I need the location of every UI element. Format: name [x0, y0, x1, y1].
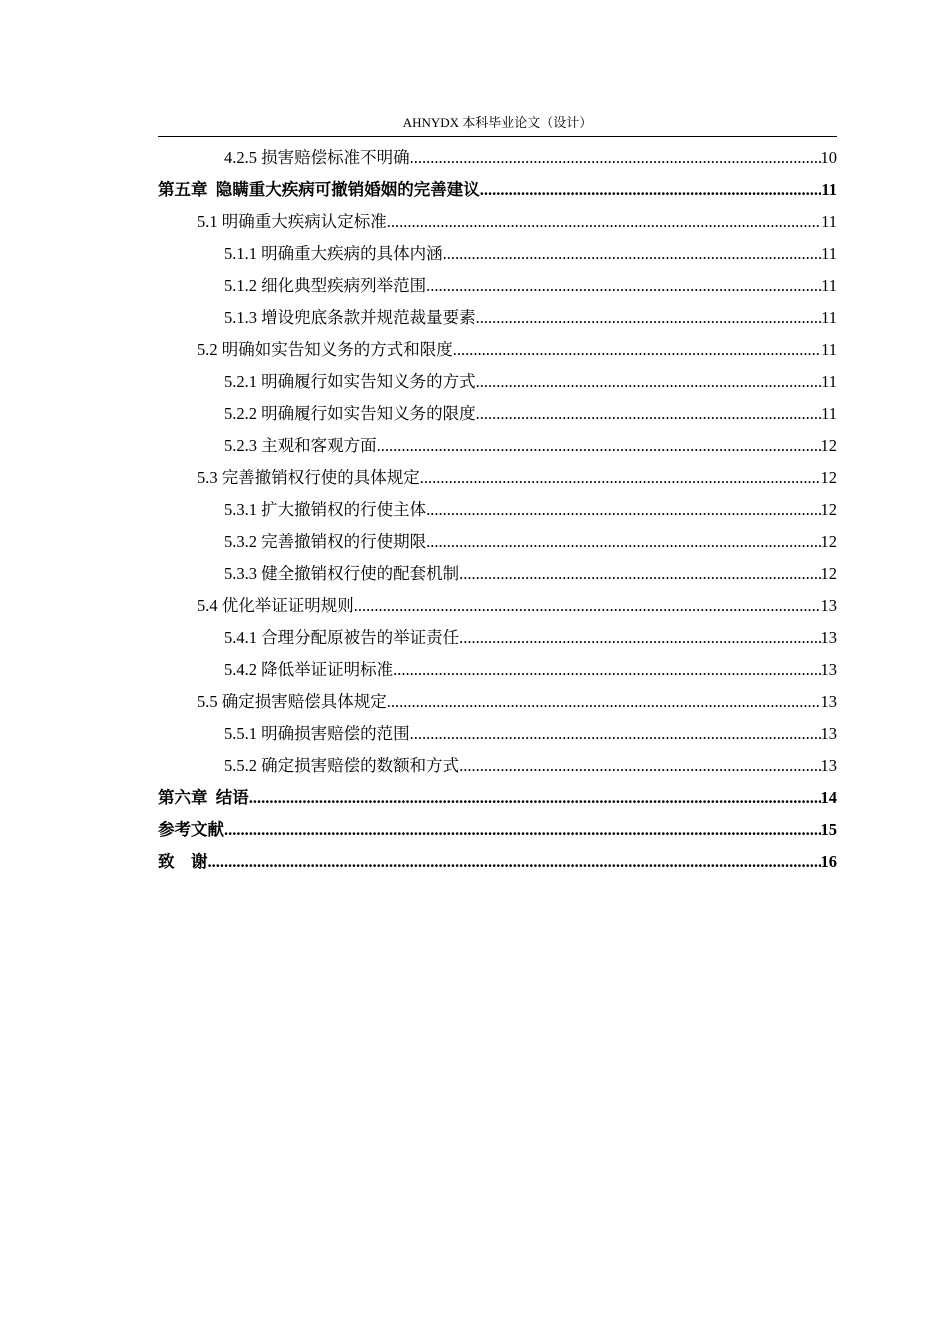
toc-entry-page-number: 13: [820, 596, 837, 615]
toc-dot-leader: [459, 622, 820, 654]
toc-dot-leader: [410, 718, 821, 750]
toc-entry-title: 5.3.1 扩大撤销权的行使主体: [224, 500, 427, 519]
toc-dot-leader: [208, 846, 821, 878]
toc-entry-title: 4.2.5 损害赔偿标准不明确: [224, 148, 410, 167]
toc-entry-page-number: 11: [821, 308, 837, 327]
toc-entry-title: 5.2.1 明确履行如实告知义务的方式: [224, 372, 476, 391]
toc-entry-title: 5.2.3 主观和客观方面: [224, 436, 377, 455]
toc-entry[interactable]: [158, 782, 837, 814]
toc-entry[interactable]: [158, 302, 837, 334]
toc-dot-leader: [377, 430, 821, 462]
toc-entry[interactable]: [158, 270, 837, 302]
toc-entry[interactable]: [158, 526, 837, 558]
toc-entry-page-number: 12: [820, 532, 837, 551]
toc-dot-leader: [476, 366, 821, 398]
toc-entry-page-number: 13: [820, 692, 837, 711]
toc-dot-leader: [249, 782, 821, 814]
toc-entry-page-number: 11: [821, 340, 837, 359]
toc-entry-title: 参考文献: [158, 820, 224, 839]
toc-entry-page-number: 13: [820, 660, 837, 679]
toc-dot-leader: [387, 206, 821, 238]
toc-entry-title: 5.2.2 明确履行如实告知义务的限度: [224, 404, 476, 423]
toc-entry-page-number: 11: [821, 212, 837, 231]
toc-entry[interactable]: [158, 590, 837, 622]
toc-entry[interactable]: [158, 558, 837, 590]
toc-dot-leader: [420, 462, 821, 494]
toc-entry-page-number: 12: [820, 436, 837, 455]
toc-entry-title: 5.1.2 细化典型疾病列举范围: [224, 276, 427, 295]
toc-entry[interactable]: [158, 142, 837, 174]
toc-entry-title: 5.5 确定损害赔偿具体规定: [197, 692, 387, 711]
toc-entry[interactable]: [158, 718, 837, 750]
toc-entry-title: 5.2 明确如实告知义务的方式和限度: [197, 340, 453, 359]
toc-entry[interactable]: [158, 334, 837, 366]
toc-entry-page-number: 11: [821, 372, 837, 391]
toc-entry[interactable]: [158, 238, 837, 270]
toc-dot-leader: [426, 526, 820, 558]
toc-dot-leader: [459, 558, 820, 590]
toc-entry-title: 5.4 优化举证证明规则: [197, 596, 354, 615]
toc-entry-page-number: 13: [820, 628, 837, 647]
toc-entry-title: 5.3 完善撤销权行使的具体规定: [197, 468, 420, 487]
toc-dot-leader: [393, 654, 820, 686]
toc-entry-page-number: 14: [820, 788, 837, 807]
toc-entry[interactable]: [158, 814, 837, 846]
toc-entry-title: 5.1 明确重大疾病认定标准: [197, 212, 387, 231]
toc-entry-title: 第五章 隐瞒重大疾病可撤销婚姻的完善建议: [158, 180, 480, 199]
toc-entry[interactable]: [158, 174, 837, 206]
toc-entry-title: 5.4.1 合理分配原被告的举证责任: [224, 628, 460, 647]
table-of-contents: [158, 142, 837, 878]
header-divider: [158, 136, 837, 137]
toc-entry[interactable]: [158, 750, 837, 782]
toc-entry-page-number: 11: [821, 244, 837, 263]
toc-entry[interactable]: [158, 430, 837, 462]
toc-entry[interactable]: [158, 462, 837, 494]
toc-entry[interactable]: [158, 654, 837, 686]
toc-entry-page-number: 15: [820, 820, 837, 839]
page-header: AHNYDX 本科毕业论文（设计）: [402, 115, 593, 130]
toc-entry-title: 5.1.1 明确重大疾病的具体内涵: [224, 244, 443, 263]
toc-entry-page-number: 10: [820, 148, 837, 167]
toc-dot-leader: [453, 334, 821, 366]
toc-entry-page-number: 12: [820, 468, 837, 487]
toc-entry[interactable]: [158, 846, 837, 878]
toc-entry-page-number: 16: [820, 852, 837, 871]
toc-entry-page-number: 11: [821, 180, 837, 199]
toc-entry-title: 5.4.2 降低举证证明标准: [224, 660, 394, 679]
toc-entry[interactable]: [158, 206, 837, 238]
toc-dot-leader: [410, 142, 821, 174]
toc-dot-leader: [426, 494, 820, 526]
toc-entry[interactable]: [158, 686, 837, 718]
toc-entry-title: 5.5.2 确定损害赔偿的数额和方式: [224, 756, 460, 775]
toc-dot-leader: [476, 302, 821, 334]
toc-entry-page-number: 13: [820, 756, 837, 775]
toc-dot-leader: [443, 238, 821, 270]
toc-dot-leader: [480, 174, 822, 206]
toc-entry-page-number: 12: [820, 500, 837, 519]
toc-dot-leader: [476, 398, 821, 430]
toc-entry-page-number: 13: [820, 724, 837, 743]
toc-dot-leader: [354, 590, 821, 622]
toc-entry-title: 致 谢: [158, 852, 208, 871]
toc-entry-title: 5.3.3 健全撤销权行使的配套机制: [224, 564, 460, 583]
toc-dot-leader: [387, 686, 821, 718]
toc-entry-page-number: 12: [820, 564, 837, 583]
toc-dot-leader: [459, 750, 820, 782]
toc-entry-title: 第六章 结语: [158, 788, 249, 807]
toc-entry-page-number: 11: [821, 276, 837, 295]
toc-entry[interactable]: [158, 366, 837, 398]
toc-entry[interactable]: [158, 398, 837, 430]
toc-dot-leader: [426, 270, 821, 302]
toc-entry[interactable]: [158, 494, 837, 526]
toc-entry-title: 5.3.2 完善撤销权的行使期限: [224, 532, 427, 551]
toc-entry-title: 5.5.1 明确损害赔偿的范围: [224, 724, 410, 743]
toc-dot-leader: [224, 814, 821, 846]
toc-entry-title: 5.1.3 增设兜底条款并规范裁量要素: [224, 308, 476, 327]
toc-entry[interactable]: [158, 622, 837, 654]
toc-entry-page-number: 11: [821, 404, 837, 423]
